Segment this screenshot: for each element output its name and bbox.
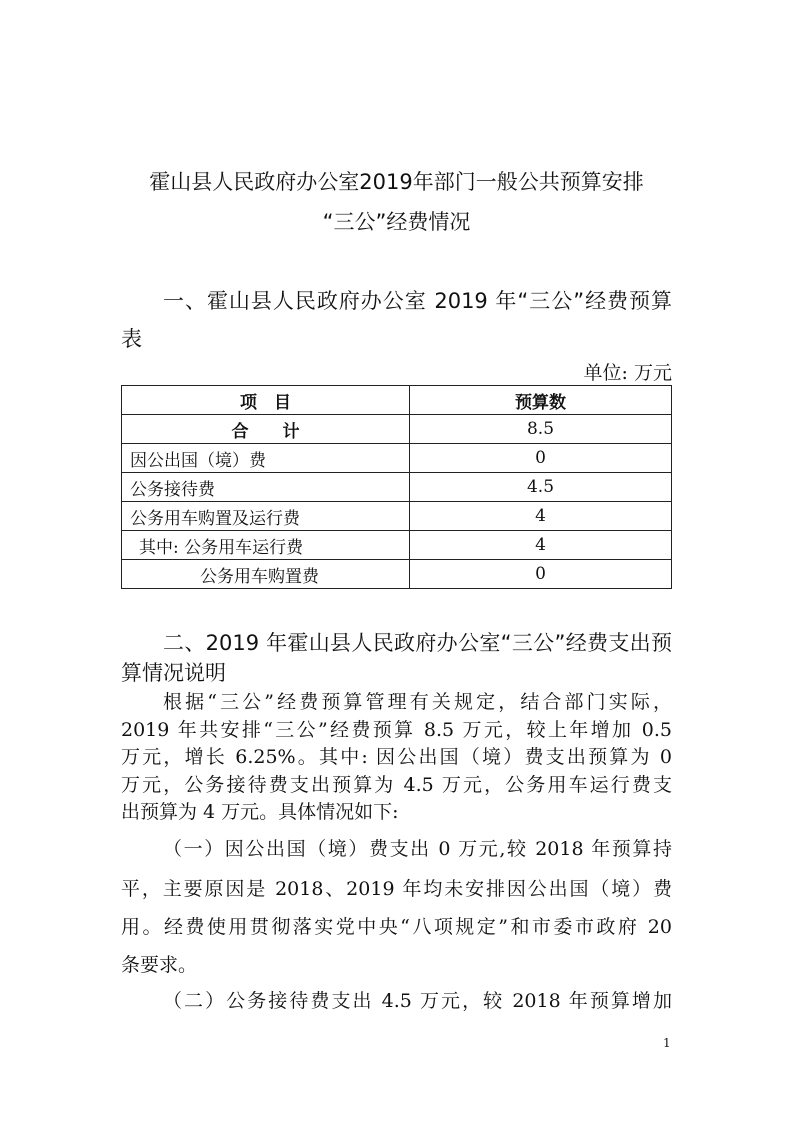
section1-heading-line2: 表 xyxy=(121,327,142,351)
para1-line: 根据“三公”经费预算管理有关规定，结合部门实际， xyxy=(163,691,672,713)
para3-line: （二）公务接待费支出 4.5 万元，较 2018 年预算增加 xyxy=(163,990,672,1012)
unit-label: 单位: 万元 xyxy=(583,362,672,384)
row-value: 4 xyxy=(410,531,672,560)
para1-line: 出预算为 4 万元。具体情况如下: xyxy=(121,801,399,823)
row-label: 其中: 公务用车运行费 xyxy=(122,531,410,560)
budget-table xyxy=(121,385,672,589)
section2-heading-line2: 算情况说明 xyxy=(121,661,226,685)
table-row xyxy=(122,444,672,473)
table-row xyxy=(122,502,672,531)
para2-line: 平，主要原因是 2018、2019 年均未安排因公出国（境）费 xyxy=(121,878,672,900)
para2-line: 条要求。 xyxy=(121,954,198,976)
header-budget: 预算数 xyxy=(410,386,672,415)
para2-line: 用。经费使用贯彻落实党中央“八项规定”和市委市政府 20 xyxy=(121,916,672,938)
row-label: 因公出国（境）费 xyxy=(122,444,410,473)
para2-line: （一）因公出国（境）费支出 0 万元,较 2018 年预算持 xyxy=(163,838,672,860)
document-title-line1: 霍山县人民政府办公室2019年部门一般公共预算安排 xyxy=(149,170,644,194)
row-value: 0 xyxy=(410,560,672,589)
table-row xyxy=(122,560,672,589)
para1-line: 2019 年共安排“三公”经费预算 8.5 万元，较上年增加 0.5 xyxy=(121,719,672,741)
row-label: 公务用车购置及运行费 xyxy=(122,502,410,531)
table-row xyxy=(122,531,672,560)
para1-line: 万元，公务接待费支出预算为 4.5 万元，公务用车运行费支 xyxy=(121,774,672,796)
row-label: 公务接待费 xyxy=(122,473,410,502)
row-value: 0 xyxy=(410,444,672,473)
row-total-value: 8.5 xyxy=(410,415,672,444)
para1-line: 万元，增长 6.25%。其中: 因公出国（境）费支出预算为 0 xyxy=(121,746,672,768)
row-label: 公务用车购置费 xyxy=(122,560,410,589)
page-number: 1 xyxy=(663,1036,671,1050)
row-total-label: 合 计 xyxy=(122,415,410,444)
row-value: 4 xyxy=(410,502,672,531)
table-row xyxy=(122,415,672,444)
document-title-line2: “三公”经费情况 xyxy=(322,210,471,234)
row-value: 4.5 xyxy=(410,473,672,502)
table-header-row xyxy=(122,386,672,415)
section1-heading-line1: 一、霍山县人民政府办公室 2019 年“三公”经费预算 xyxy=(163,289,672,313)
table-row xyxy=(122,473,672,502)
header-item: 项 目 xyxy=(122,386,410,415)
section2-heading-line1: 二、2019 年霍山县人民政府办公室“三公”经费支出预 xyxy=(163,631,672,655)
